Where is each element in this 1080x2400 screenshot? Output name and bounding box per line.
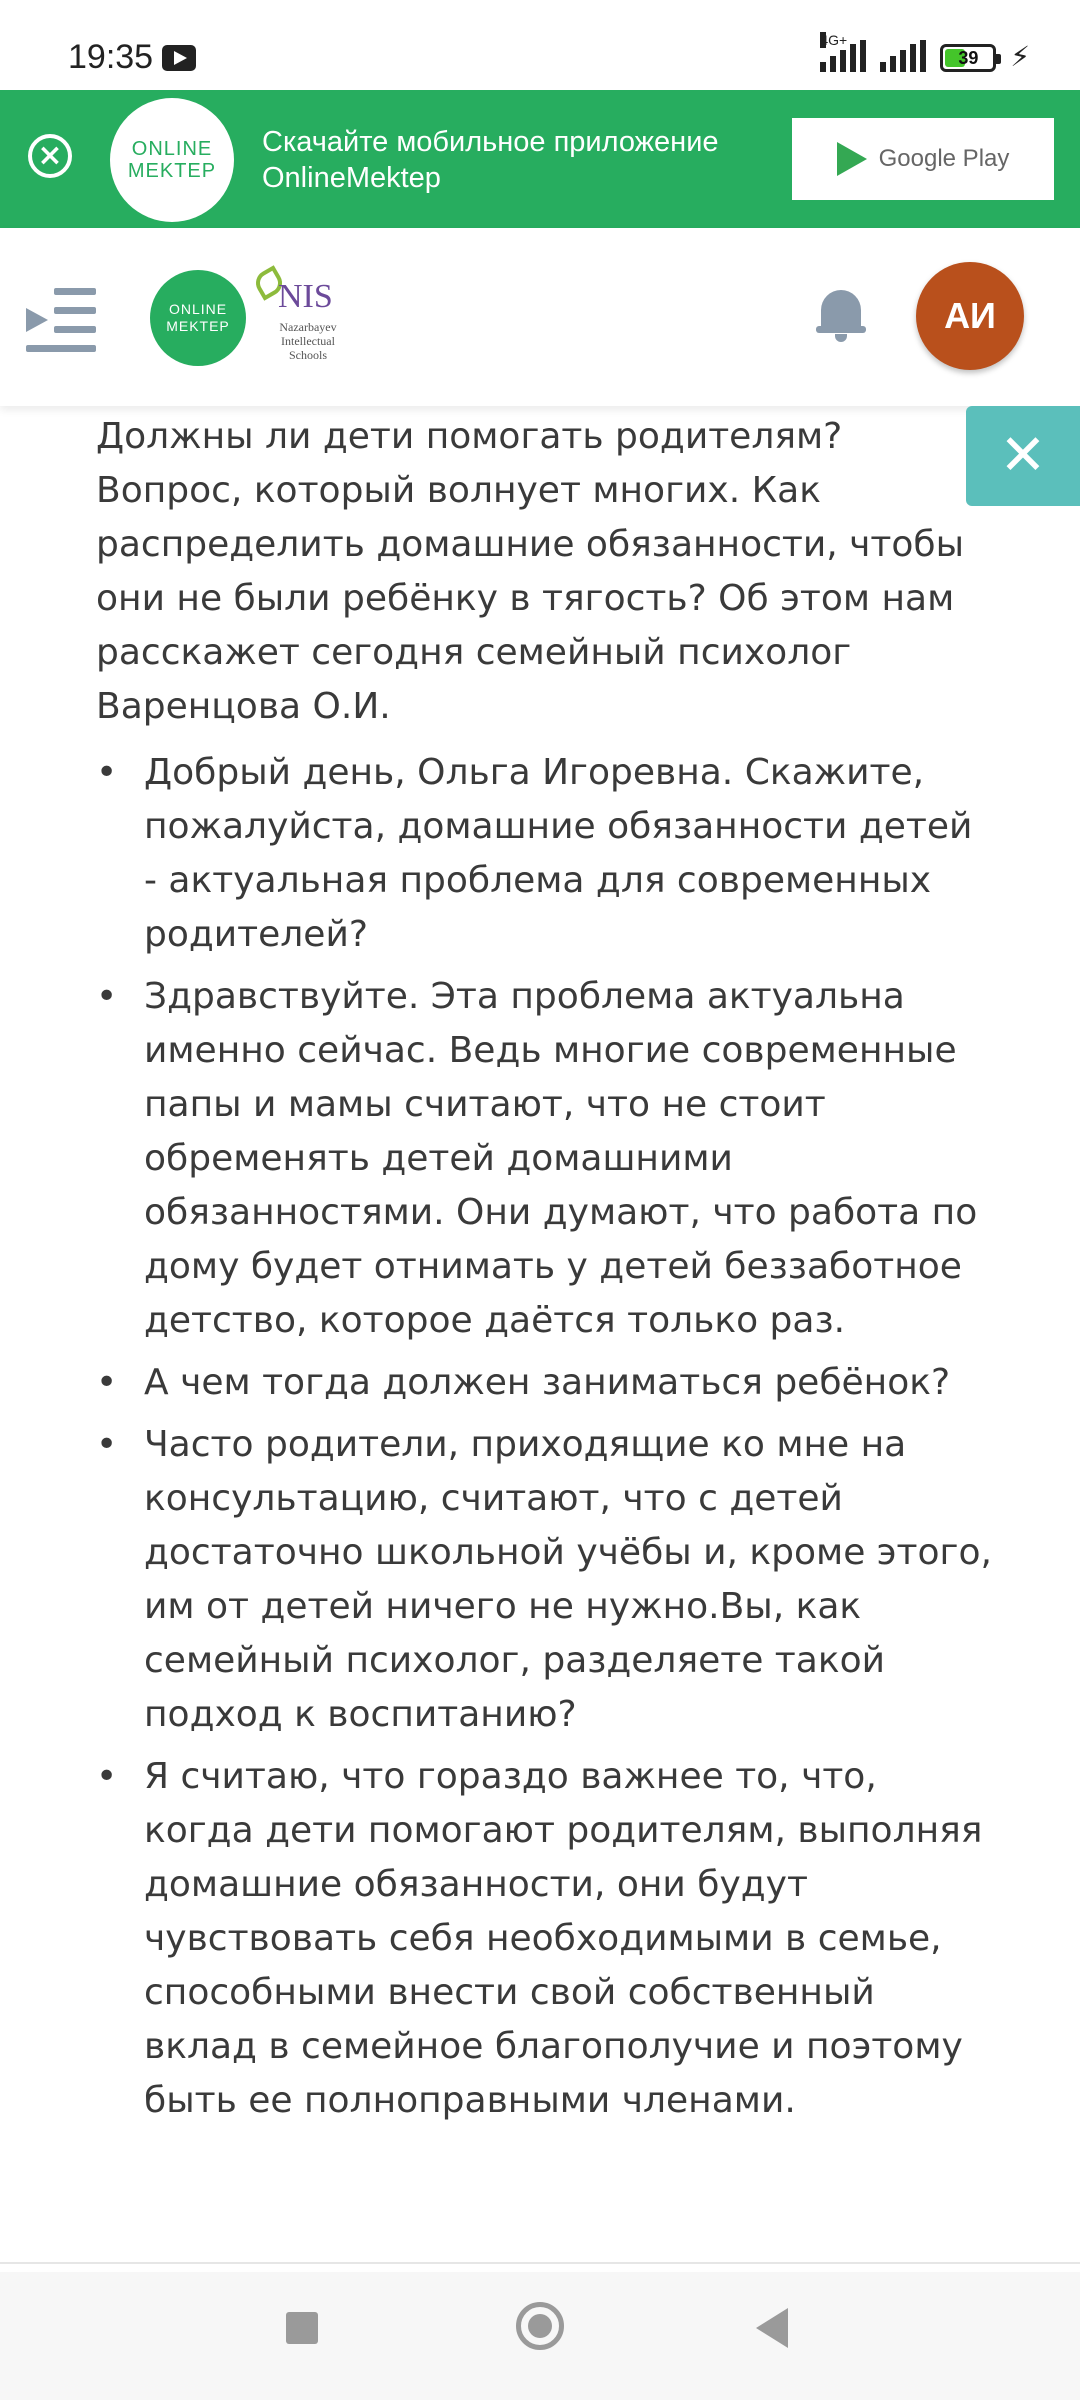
user-avatar[interactable]: АИ bbox=[916, 262, 1024, 370]
nis-logo bbox=[256, 270, 346, 370]
status-bar bbox=[0, 0, 1080, 90]
home-icon[interactable] bbox=[516, 2302, 564, 2350]
nis-subtitle: Nazarbayev Intellectual Schools bbox=[279, 320, 337, 362]
list-item: • Часто родители, приходящие ко мне на консультацию, считают, что с детей достаточно школьной учёбы и, кроме этого, им от детей ничего не нужно.Вы, как семейный психолог, разделяете такой подход к воспитанию? bbox=[96, 1424, 992, 1735]
battery-icon bbox=[940, 44, 996, 72]
list-item-text: Часто родители, приходящие ко мне на консультацию, считают, что с детей достаточно школьной учёбы и, кроме этого, им от детей ничего не нужно.Вы, как семейный психолог, разделяете такой подход к воспитанию? bbox=[144, 1424, 992, 1735]
network-type: 4G+ bbox=[820, 32, 848, 48]
status-indicators bbox=[820, 32, 1030, 73]
google-play-button[interactable] bbox=[792, 118, 1054, 200]
list-item: • А чем тогда должен заниматься ребёнок? bbox=[96, 1362, 951, 1403]
qa-list bbox=[96, 746, 996, 2128]
status-time: 19:35 bbox=[68, 38, 154, 76]
google-play-label: Google Play bbox=[878, 145, 1010, 172]
notifications-bell-icon[interactable] bbox=[816, 284, 866, 344]
list-item: • Здравствуйте. Эта проблема актуальна именно сейчас. Ведь многие современные папы и мамы считают, что не стоит обременять детей домашними обязанностями. Они думают, что работа по дому будет отнимать у детей беззаботное детство, которое даётся только раз. bbox=[96, 976, 978, 1341]
onlinemektep-logo[interactable] bbox=[150, 270, 246, 366]
logo-text: MEKTEP bbox=[166, 318, 230, 334]
banner-text-line: Скачайте мобильное приложение bbox=[262, 126, 719, 158]
logo-text: MEKTEP bbox=[127, 160, 217, 182]
logo-text: ONLINE bbox=[168, 301, 228, 317]
logo-text: ONLINE bbox=[131, 138, 213, 160]
close-icon[interactable]: ✕ bbox=[966, 406, 1080, 506]
banner-text bbox=[262, 124, 719, 196]
recents-icon[interactable] bbox=[286, 2312, 318, 2344]
list-item-text: Здравствуйте. Эта проблема актуальна именно сейчас. Ведь многие современные папы и мамы считают, что не стоит обременять детей домашними обязанностями. Они думают, что работа по дому будет отнимать у детей беззаботное детство, которое даётся только раз. bbox=[144, 976, 978, 1341]
onlinemektep-logo bbox=[110, 98, 234, 222]
back-icon[interactable] bbox=[756, 2308, 788, 2348]
article-content bbox=[96, 410, 996, 2136]
charging-icon: ⚡ bbox=[1010, 40, 1030, 73]
system-navigation-bar bbox=[0, 2272, 1080, 2400]
list-item: • Добрый день, Ольга Игоревна. Скажите, пожалуйста, домашние обязанности детей - актуальная проблема для современных родителей? bbox=[96, 752, 973, 955]
divider bbox=[0, 2262, 1080, 2264]
battery-level: 39 bbox=[958, 48, 979, 68]
nis-title: NIS bbox=[278, 278, 333, 315]
menu-icon[interactable] bbox=[26, 288, 96, 352]
list-item: • Я считаю, что гораздо важнее то, что, когда дети помогают родителям, выполняя домашние обязанности, они будут чувствовать себя необходимыми в семье, способными внести свой собственный вклад в семейное благополучие и поэтому быть ее полноправными членами. bbox=[96, 1756, 983, 2121]
article-intro: Должны ли дети помогать родителям? Вопрос, который волнует многих. Как распределить домашние обязанности, чтобы они не были ребёнку в тягость? Об этом нам расскажет сегодня семейный психолог Варенцова О.И. bbox=[96, 416, 965, 727]
signal-4g-icon bbox=[820, 32, 866, 72]
google-play-icon bbox=[837, 142, 867, 176]
list-item-text: Добрый день, Ольга Игоревна. Скажите, пожалуйста, домашние обязанности детей - актуальная проблема для современных родителей? bbox=[144, 752, 973, 955]
app-header bbox=[0, 228, 1080, 406]
youtube-notification-icon bbox=[162, 45, 196, 71]
app-download-banner bbox=[0, 90, 1080, 228]
list-item-text: Я считаю, что гораздо важнее то, что, когда дети помогают родителям, выполняя домашние обязанности, они будут чувствовать себя необходимыми в семье, способными внести свой собственный вклад в семейное благополучие и поэтому быть ее полноправными членами. bbox=[144, 1756, 983, 2121]
list-item-text: А чем тогда должен заниматься ребёнок? bbox=[144, 1362, 951, 1403]
banner-text-line: OnlineMektep bbox=[262, 162, 441, 194]
signal-icon bbox=[880, 40, 926, 72]
banner-close-icon[interactable]: × bbox=[28, 134, 72, 178]
